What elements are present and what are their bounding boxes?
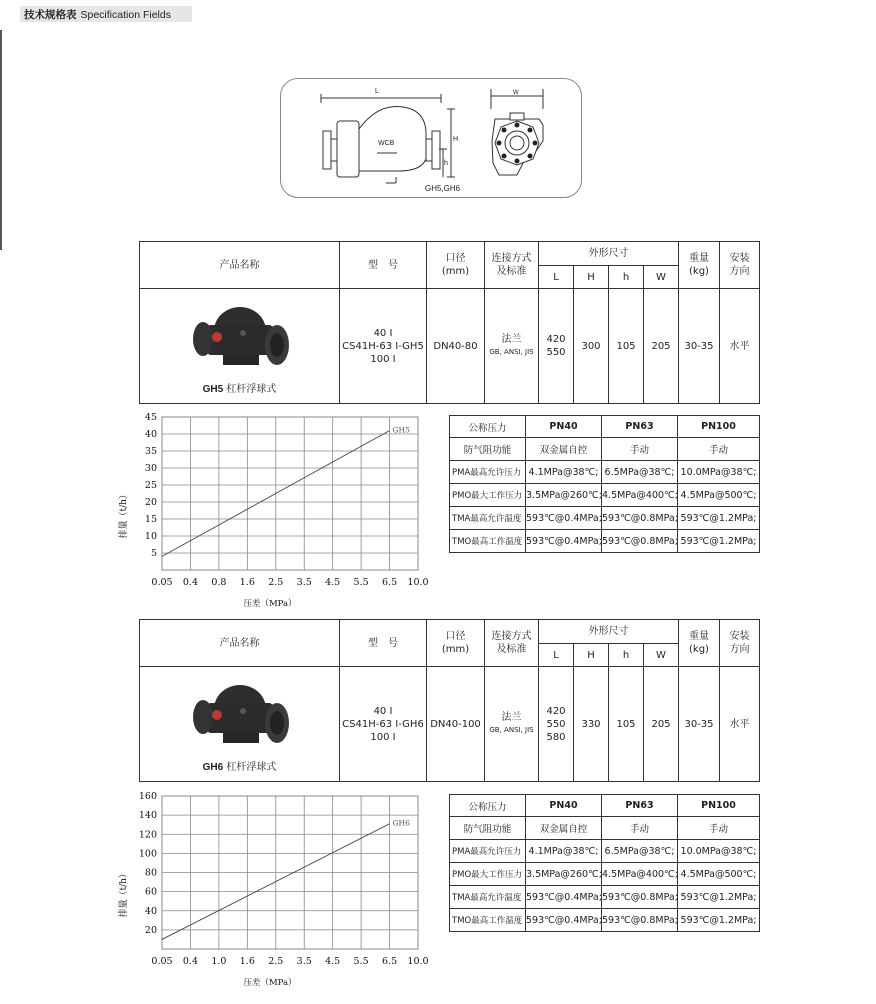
- y-axis-label: 排量（t/h）: [119, 490, 129, 539]
- hdr-model: 型 号: [340, 620, 427, 667]
- x-axis-label: 压差（MPa）: [243, 978, 297, 988]
- plot-area: [162, 417, 418, 570]
- hdr-weight: [679, 620, 720, 667]
- y-tick-label: 40: [144, 905, 157, 917]
- hdr-install: [720, 242, 760, 289]
- hdr-dimensions: 外形尺寸: [539, 620, 679, 644]
- x-tick-label: 3.5: [296, 577, 312, 588]
- dim-L-value: 550: [546, 347, 566, 358]
- hdr-caliber-unit: (mm): [441, 644, 470, 655]
- y-tick-label: 35: [144, 446, 157, 457]
- hdr-install: [720, 620, 760, 667]
- model-cell: [340, 667, 427, 782]
- pr-row-label: PMA最高允许压力: [450, 840, 526, 863]
- steam-trap-icon: [185, 675, 295, 755]
- spec-table-gh5: [139, 241, 760, 404]
- y-tick-label: 45: [144, 412, 157, 423]
- model-cell: [340, 289, 427, 404]
- pr-header-pn40: PN40: [526, 416, 602, 438]
- pr-cell: 4.1MPa@38℃;: [526, 840, 602, 863]
- hdr-caliber: [427, 242, 485, 289]
- x-tick-label: 1.6: [239, 956, 255, 967]
- series-label: GH6: [392, 818, 410, 828]
- product-cell: [140, 667, 340, 782]
- dim-W-cell: 205: [644, 667, 679, 782]
- x-tick-label: 0.05: [151, 577, 173, 588]
- pr-cell: 593℃@0.8MPa;: [602, 507, 678, 530]
- dim-label-H: H: [453, 136, 459, 143]
- x-tick-label: 0.4: [182, 577, 198, 588]
- y-tick-label: 100: [138, 848, 157, 860]
- capacity-chart-gh5: [112, 408, 437, 608]
- dimension-drawing-svg: [281, 79, 581, 197]
- pr-cell: 593℃@0.4MPa;: [526, 886, 602, 909]
- side-rule: [0, 30, 2, 250]
- hdr-model: 型 号: [340, 242, 427, 289]
- page-title-en: Specification Fields: [80, 9, 171, 21]
- model-line: 100 Ⅰ: [370, 353, 396, 365]
- connection-cell: [485, 289, 539, 404]
- hdr-dim-W: W: [644, 266, 679, 289]
- dim-L-value: 580: [546, 731, 566, 743]
- y-tick-label: 10: [144, 531, 157, 542]
- hdr-dim-L: L: [539, 266, 574, 289]
- y-tick-label: 25: [144, 480, 157, 491]
- product-caption-text: 杠杆浮球式: [226, 383, 277, 395]
- hdr-install-label: 安装: [729, 253, 750, 264]
- hdr-connection: [485, 620, 539, 667]
- pr-cell: 3.5MPa@260℃;: [526, 863, 602, 886]
- x-tick-label: 2.5: [268, 956, 284, 967]
- pr-header-pn63: PN63: [602, 795, 678, 817]
- pr-row-label: TMA最高允许温度: [450, 507, 526, 530]
- pr-header-pn100: PN100: [678, 795, 760, 817]
- hdr-product-name: 产品名称: [140, 620, 340, 667]
- x-tick-label: 1.0: [211, 956, 227, 967]
- pr-cell: 593℃@1.2MPa;: [678, 909, 760, 932]
- product-caption: [140, 383, 339, 396]
- hdr-connection-label: 连接方式: [491, 631, 532, 642]
- hdr-connection-label2: 及标准: [496, 644, 527, 655]
- pr-row-label: PMO最大工作压力: [450, 484, 526, 507]
- x-tick-label: 1.6: [239, 577, 255, 588]
- x-tick-label: 10.0: [407, 956, 429, 967]
- y-tick-label: 5: [150, 548, 157, 559]
- hdr-dim-W: W: [644, 644, 679, 667]
- x-tick-label: 5.5: [353, 577, 369, 588]
- pr-cell: 593℃@0.8MPa;: [602, 886, 678, 909]
- hdr-connection-label2: 及标准: [496, 266, 527, 277]
- y-tick-label: 160: [138, 791, 157, 802]
- connection-cell: [485, 667, 539, 782]
- product-cell: [140, 289, 340, 404]
- dim-H-cell: 300: [574, 289, 609, 404]
- hdr-dim-h: h: [609, 644, 644, 667]
- model-line: 40 Ⅰ: [373, 705, 393, 717]
- hdr-dim-H: H: [574, 266, 609, 289]
- pr-cell: 6.5MPa@38℃;: [602, 840, 678, 863]
- product-caption-model: GH5: [202, 383, 224, 395]
- connection-value: 法兰: [501, 334, 522, 345]
- dim-label-L: L: [375, 88, 379, 95]
- hdr-dim-H: H: [574, 644, 609, 667]
- x-tick-label: 10.0: [407, 577, 429, 588]
- hdr-install-label2: 方向: [729, 644, 750, 655]
- hdr-install-label: 安装: [729, 631, 750, 642]
- connection-value: 法兰: [501, 712, 522, 723]
- pr-cell: 双金属自控: [526, 438, 602, 461]
- dim-label-h: h: [444, 160, 448, 167]
- x-tick-label: 4.5: [325, 577, 341, 588]
- pr-header-label: 公称压力: [450, 795, 526, 817]
- weight-cell: 30-35: [679, 289, 720, 404]
- connection-std: GB, ANSI, JIS: [489, 348, 534, 356]
- dim-h-cell: 105: [609, 667, 644, 782]
- body-mark: WCB: [378, 140, 395, 147]
- series-label: GH5: [392, 425, 410, 435]
- pr-cell: 10.0MPa@38℃;: [678, 840, 760, 863]
- hdr-weight: [679, 242, 720, 289]
- product-caption: [140, 761, 339, 774]
- pr-cell: 4.5MPa@500℃;: [678, 863, 760, 886]
- y-tick-label: 15: [144, 514, 157, 525]
- pr-cell: 手动: [602, 438, 678, 461]
- model-line: 40 Ⅰ: [373, 327, 393, 339]
- pr-cell: 手动: [678, 438, 760, 461]
- dim-L-cell: [539, 667, 574, 782]
- dim-L-value: 420: [546, 334, 566, 345]
- product-caption-text: 杠杆浮球式: [226, 761, 277, 773]
- hdr-caliber: [427, 620, 485, 667]
- pr-row-label: TMA最高允许温度: [450, 886, 526, 909]
- pr-cell: 3.5MPa@260℃;: [526, 484, 602, 507]
- page-title-cn: 技术规格表: [24, 9, 77, 21]
- caliber-cell: DN40-100: [427, 667, 485, 782]
- y-tick-label: 30: [144, 463, 157, 474]
- dim-W-cell: 205: [644, 289, 679, 404]
- y-tick-label: 60: [144, 886, 157, 898]
- x-tick-label: 0.05: [151, 956, 173, 967]
- x-tick-label: 3.5: [296, 956, 312, 967]
- hdr-weight-unit: (kg): [689, 644, 709, 655]
- pr-row-label: PMA最高允许压力: [450, 461, 526, 484]
- pr-cell: 593℃@1.2MPa;: [678, 886, 760, 909]
- install-cell: 水平: [720, 667, 760, 782]
- hdr-caliber-label: 口径: [445, 253, 466, 264]
- hdr-connection: [485, 242, 539, 289]
- weight-cell: 30-35: [679, 667, 720, 782]
- dimension-drawing: [280, 78, 582, 198]
- hdr-dimensions: 外形尺寸: [539, 242, 679, 266]
- pressure-table-gh5: [449, 415, 760, 553]
- model-line: CS41H-63 Ⅰ-GH5: [342, 340, 424, 352]
- pr-cell: 手动: [678, 817, 760, 840]
- pr-row-label: 防气阻功能: [450, 817, 526, 840]
- pr-cell: 双金属自控: [526, 817, 602, 840]
- steam-trap-icon: [185, 297, 295, 377]
- y-tick-label: 80: [144, 867, 157, 879]
- pr-cell: 593℃@0.4MPa;: [526, 909, 602, 932]
- product-caption-model: GH6: [202, 761, 224, 773]
- x-tick-label: 2.5: [268, 577, 284, 588]
- x-tick-label: 4.5: [325, 956, 341, 967]
- pr-cell: 6.5MPa@38℃;: [602, 461, 678, 484]
- x-tick-label: 0.4: [182, 956, 198, 967]
- connection-std: GB, ANSI, JIS: [489, 726, 534, 734]
- x-axis-label: 压差（MPa）: [243, 599, 297, 608]
- pr-header-pn40: PN40: [526, 795, 602, 817]
- y-tick-label: 20: [144, 497, 157, 508]
- hdr-weight-unit: (kg): [689, 266, 709, 277]
- hdr-weight-label: 重量: [689, 253, 709, 264]
- spec-table-gh6: [139, 619, 760, 782]
- pr-row-label: TMO最高工作温度: [450, 530, 526, 553]
- pr-header-pn100: PN100: [678, 416, 760, 438]
- pr-row-label: TMO最高工作温度: [450, 909, 526, 932]
- pr-cell: 593℃@1.2MPa;: [678, 507, 760, 530]
- y-tick-label: 20: [144, 924, 157, 936]
- pr-header-pn63: PN63: [602, 416, 678, 438]
- y-tick-label: 120: [138, 829, 157, 841]
- pr-cell: 593℃@0.4MPa;: [526, 507, 602, 530]
- pr-row-label: PMO最大工作压力: [450, 863, 526, 886]
- y-tick-label: 140: [138, 810, 157, 822]
- y-tick-label: 40: [144, 429, 157, 440]
- dim-label-W: W: [513, 90, 519, 96]
- pr-cell: 593℃@0.8MPa;: [602, 530, 678, 553]
- pressure-table-gh6: [449, 794, 760, 932]
- pr-row-label: 防气阻功能: [450, 438, 526, 461]
- pr-header-label: 公称压力: [450, 416, 526, 438]
- capacity-chart-gh6: [112, 787, 437, 992]
- x-tick-label: 0.8: [211, 577, 227, 588]
- dim-L-cell: [539, 289, 574, 404]
- hdr-caliber-unit: (mm): [441, 266, 470, 277]
- dim-L-value: 550: [546, 718, 566, 730]
- page-title: [24, 7, 171, 22]
- dim-h-cell: 105: [609, 289, 644, 404]
- dim-H-cell: 330: [574, 667, 609, 782]
- model-line: 100 Ⅰ: [370, 731, 396, 743]
- pr-cell: 4.5MPa@500℃;: [678, 484, 760, 507]
- pr-cell: 593℃@0.4MPa;: [526, 530, 602, 553]
- caliber-cell: DN40-80: [427, 289, 485, 404]
- pr-cell: 4.1MPa@38℃;: [526, 461, 602, 484]
- hdr-dim-h: h: [609, 266, 644, 289]
- pr-cell: 10.0MPa@38℃;: [678, 461, 760, 484]
- hdr-product-name: 产品名称: [140, 242, 340, 289]
- hdr-weight-label: 重量: [689, 631, 709, 642]
- x-tick-label: 5.5: [353, 956, 369, 967]
- install-cell: 水平: [720, 289, 760, 404]
- pr-cell: 4.5MPa@400℃;: [602, 863, 678, 886]
- hdr-install-label2: 方向: [729, 266, 750, 277]
- drawing-caption: GH5,GH6: [425, 184, 461, 193]
- x-tick-label: 6.5: [382, 956, 398, 967]
- dim-L-value: 420: [546, 705, 566, 717]
- y-axis-label: 排量（t/h）: [119, 869, 129, 918]
- hdr-caliber-label: 口径: [445, 631, 466, 642]
- hdr-connection-label: 连接方式: [491, 253, 532, 264]
- pr-cell: 593℃@0.8MPa;: [602, 909, 678, 932]
- pr-cell: 手动: [602, 817, 678, 840]
- hdr-dim-L: L: [539, 644, 574, 667]
- pr-cell: 593℃@1.2MPa;: [678, 530, 760, 553]
- x-tick-label: 6.5: [382, 577, 398, 588]
- model-line: CS41H-63 Ⅰ-GH6: [342, 718, 424, 730]
- pr-cell: 4.5MPa@400℃;: [602, 484, 678, 507]
